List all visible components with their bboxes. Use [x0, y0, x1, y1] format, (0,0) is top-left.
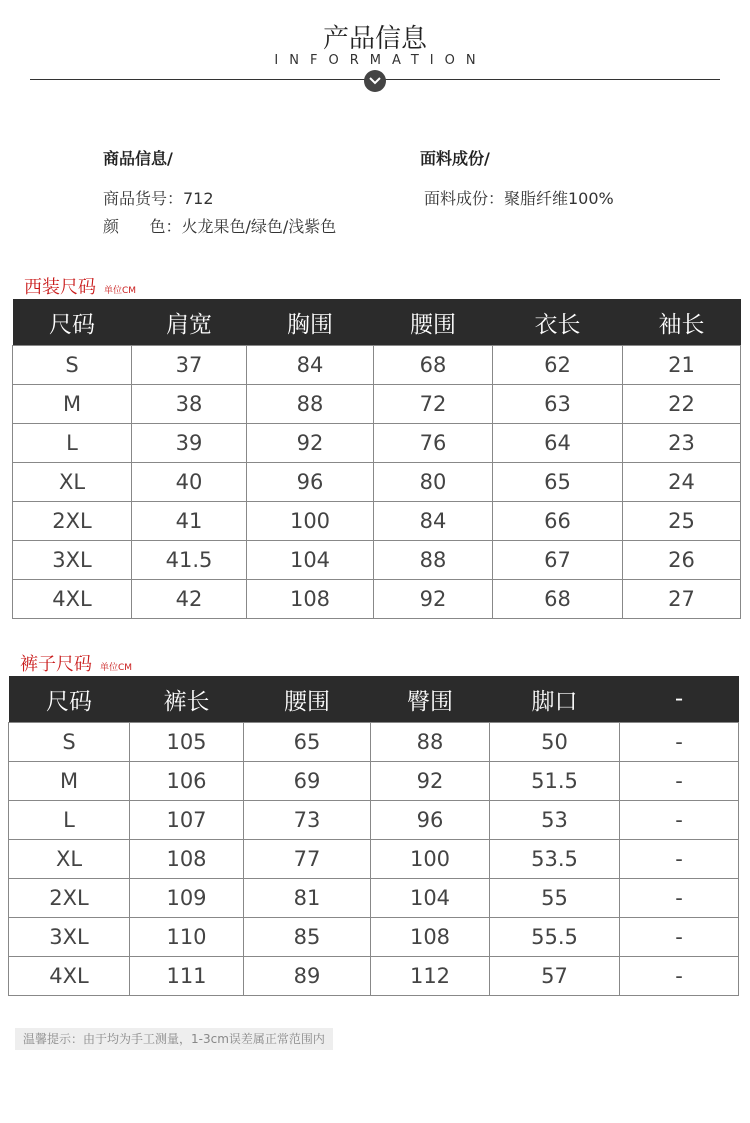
- table-cell: 96: [371, 801, 490, 840]
- table-cell: 3XL: [13, 541, 132, 580]
- table-cell: 73: [244, 801, 371, 840]
- chevron-down-icon: [364, 70, 386, 92]
- table-cell: S: [9, 723, 130, 762]
- table-cell: 40: [132, 463, 247, 502]
- table-row: [9, 918, 739, 957]
- table-cell: 84: [247, 346, 374, 385]
- table-cell: 100: [371, 840, 490, 879]
- suit-size-title: [24, 273, 136, 299]
- suit-col-header: 衣长: [493, 299, 623, 346]
- table-cell: 51.5: [490, 762, 620, 801]
- pants-col-header: 腰围: [244, 676, 371, 723]
- table-cell: 109: [130, 879, 244, 918]
- table-cell: 108: [247, 580, 374, 619]
- table-cell: 81: [244, 879, 371, 918]
- pants-col-header: 脚口: [490, 676, 620, 723]
- table-row: [13, 385, 741, 424]
- table-cell: L: [13, 424, 132, 463]
- table-cell: 62: [493, 346, 623, 385]
- table-cell: 80: [374, 463, 493, 502]
- table-row: [13, 424, 741, 463]
- table-cell: -: [620, 957, 739, 996]
- table-row: [13, 502, 741, 541]
- table-cell: 26: [623, 541, 741, 580]
- table-cell: -: [620, 840, 739, 879]
- pants-size-table: [8, 676, 739, 996]
- table-cell: -: [620, 723, 739, 762]
- table-cell: 68: [374, 346, 493, 385]
- table-cell: 21: [623, 346, 741, 385]
- table-cell: -: [620, 762, 739, 801]
- table-cell: M: [13, 385, 132, 424]
- table-cell: 84: [374, 502, 493, 541]
- table-row: [13, 346, 741, 385]
- header-subtitle: INFORMATION: [274, 53, 487, 68]
- table-cell: 41: [132, 502, 247, 541]
- table-cell: 55.5: [490, 918, 620, 957]
- table-cell: L: [9, 801, 130, 840]
- pants-col-header: 裤长: [130, 676, 244, 723]
- fabric-composition: 面料成份：聚脂纤维100%: [424, 189, 614, 208]
- table-cell: 63: [493, 385, 623, 424]
- table-cell: 111: [130, 957, 244, 996]
- table-cell: 100: [247, 502, 374, 541]
- table-cell: 92: [247, 424, 374, 463]
- table-cell: 65: [493, 463, 623, 502]
- table-cell: 76: [374, 424, 493, 463]
- pants-col-header: 尺码: [9, 676, 130, 723]
- table-cell: 2XL: [9, 879, 130, 918]
- table-cell: 77: [244, 840, 371, 879]
- table-cell: 112: [371, 957, 490, 996]
- table-cell: 4XL: [13, 580, 132, 619]
- table-row: [9, 801, 739, 840]
- table-cell: 85: [244, 918, 371, 957]
- pants-header-row: [9, 676, 739, 723]
- suit-col-header: 尺码: [13, 299, 132, 346]
- table-cell: 110: [130, 918, 244, 957]
- table-cell: 24: [623, 463, 741, 502]
- suit-col-header: 腰围: [374, 299, 493, 346]
- table-cell: 53: [490, 801, 620, 840]
- pants-col-header: -: [620, 676, 739, 723]
- table-cell: S: [13, 346, 132, 385]
- table-cell: 22: [623, 385, 741, 424]
- pants-size-unit: 单位CM: [100, 663, 133, 673]
- table-cell: 41.5: [132, 541, 247, 580]
- table-cell: 92: [374, 580, 493, 619]
- table-row: [9, 723, 739, 762]
- table-row: [13, 580, 741, 619]
- table-cell: 67: [493, 541, 623, 580]
- fabric-info-heading: 面料成份/: [420, 149, 490, 168]
- table-cell: 57: [490, 957, 620, 996]
- measurement-notice: 温馨提示：由于均为手工测量，1-3cm误差属正常范围内: [15, 1028, 333, 1050]
- table-cell: 66: [493, 502, 623, 541]
- table-cell: 3XL: [9, 918, 130, 957]
- suit-col-header: 胸围: [247, 299, 374, 346]
- table-cell: 96: [247, 463, 374, 502]
- table-cell: 104: [247, 541, 374, 580]
- table-cell: 64: [493, 424, 623, 463]
- table-row: [13, 541, 741, 580]
- item-number: 商品货号：712: [103, 189, 214, 208]
- table-cell: 69: [244, 762, 371, 801]
- table-cell: 2XL: [13, 502, 132, 541]
- suit-col-header: 袖长: [623, 299, 741, 346]
- table-cell: XL: [13, 463, 132, 502]
- suit-size-table: [12, 299, 741, 619]
- table-cell: 23: [623, 424, 741, 463]
- table-cell: 38: [132, 385, 247, 424]
- table-cell: 42: [132, 580, 247, 619]
- table-cell: 104: [371, 879, 490, 918]
- table-cell: 37: [132, 346, 247, 385]
- table-cell: 108: [130, 840, 244, 879]
- table-cell: 88: [371, 723, 490, 762]
- table-row: [9, 840, 739, 879]
- table-cell: -: [620, 918, 739, 957]
- color-options: 颜 色：火龙果色/绿色/浅紫色: [103, 217, 337, 236]
- suit-size-unit: 单位CM: [104, 286, 137, 296]
- table-cell: 68: [493, 580, 623, 619]
- table-cell: 89: [244, 957, 371, 996]
- table-cell: 107: [130, 801, 244, 840]
- table-cell: 53.5: [490, 840, 620, 879]
- table-cell: 108: [371, 918, 490, 957]
- table-cell: 88: [374, 541, 493, 580]
- suit-col-header: 肩宽: [132, 299, 247, 346]
- pants-col-header: 臀围: [371, 676, 490, 723]
- table-cell: 25: [623, 502, 741, 541]
- table-cell: 65: [244, 723, 371, 762]
- table-cell: 105: [130, 723, 244, 762]
- table-row: [9, 957, 739, 996]
- table-cell: 4XL: [9, 957, 130, 996]
- table-cell: -: [620, 879, 739, 918]
- table-cell: 92: [371, 762, 490, 801]
- table-row: [9, 879, 739, 918]
- table-row: [9, 762, 739, 801]
- pants-size-title: [20, 650, 132, 676]
- table-cell: 27: [623, 580, 741, 619]
- table-cell: M: [9, 762, 130, 801]
- table-cell: 50: [490, 723, 620, 762]
- table-cell: 72: [374, 385, 493, 424]
- pants-size-title-text: 裤子尺码: [20, 654, 92, 675]
- table-cell: 39: [132, 424, 247, 463]
- product-info-heading: 商品信息/: [103, 149, 173, 168]
- table-cell: -: [620, 801, 739, 840]
- header-title: 产品信息: [322, 24, 427, 54]
- table-cell: 106: [130, 762, 244, 801]
- table-cell: XL: [9, 840, 130, 879]
- table-cell: 88: [247, 385, 374, 424]
- table-row: [13, 463, 741, 502]
- suit-size-title-text: 西装尺码: [24, 277, 96, 298]
- suit-header-row: [13, 299, 741, 346]
- table-cell: 55: [490, 879, 620, 918]
